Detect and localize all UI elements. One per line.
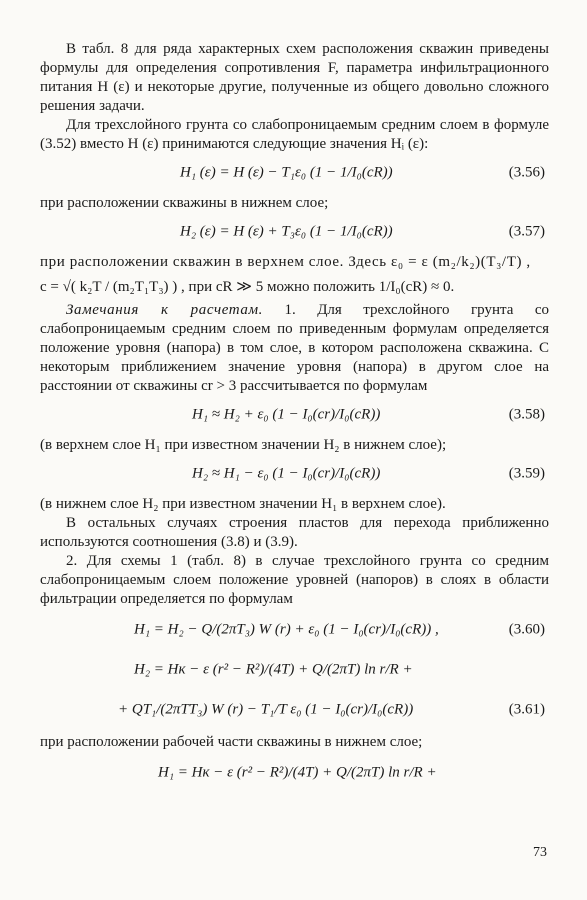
- equation-3-62-line-1: [40, 756, 549, 790]
- paragraph-lower-layer: при расположении скважины в нижнем слое;: [40, 195, 329, 211]
- equation-3-61-line-1: [40, 653, 549, 687]
- equation-3-61-line-2: [40, 693, 549, 727]
- equation-body: H₁ (ε) = H (ε) − T₁ε₀ (1 − 1/I₀(cR)): [180, 164, 393, 181]
- equation-3-57: [40, 217, 549, 247]
- equation-body: H₁ = Hк − ε (r² − R²)/(4T) + Q/(2πT) ln r/R +: [158, 764, 437, 781]
- equation-number: (3.60): [508, 621, 545, 638]
- equation-number: (3.59): [508, 465, 545, 482]
- paragraph-other-cases: В остальных случаях строения пластов для перехода приближенно используются соотношения (3.8) и (3.9).: [40, 515, 549, 550]
- paragraph-upper-known: (в верхнем слое H₁ при известном значении H₂ в нижнем слое);: [40, 437, 447, 453]
- equation-body: H₂ ≈ H₁ − ε₀ (1 − I₀(cr)/I₀(cR)): [192, 465, 381, 482]
- equation-body: H₂ (ε) = H (ε) + T₃ε₀ (1 − 1/I₀(cR)): [180, 223, 393, 240]
- equation-body: H₁ ≈ H₂ + ε₀ (1 − I₀(cr)/I₀(cR)): [192, 406, 381, 423]
- equation-3-59: [40, 459, 549, 489]
- paragraph-scheme-1: 2. Для схемы 1 (табл. 8) в случае трехслойного грунта со средним слабопроницаемым слоем положение уровней (напоров) в слоях в области фильтрации определяется по формулам: [40, 553, 549, 607]
- paragraph-c-definition: c = √( k₂T / (m₂T₁T₃) ) , при cR ≫ 5 можно положить 1/I₀(cR) ≈ 0.: [40, 279, 455, 295]
- page-number: 73: [533, 845, 547, 860]
- equation-number: (3.58): [508, 406, 545, 423]
- equation-body: H₁ = H₂ − Q/(2πT₃) W (r) + ε₀ (1 − I₀(cr)/I₀(cR)) ,: [134, 621, 439, 638]
- equation-number: (3.61): [508, 701, 545, 718]
- paragraph-lower-known: (в нижнем слое H₂ при известном значении H₁ в верхнем слое).: [40, 496, 446, 512]
- paragraph-upper-layer: при расположении скважин в верхнем слое. Здесь ε₀ = ε (m₂/k₂)(T₃/T) ,: [40, 254, 531, 270]
- equation-3-58: [40, 400, 549, 430]
- remarks-text: 1. Для трехслойного грунта со слабопроницаемым средним слоем по приведенным формулам определяется положение уровня (напора) в том слое, в котором расположена скважина. С некоторым приближением значение уровня (напора) в другом слое на расстоянии от скважины cr > 3 рассчитывается по формулам: [40, 302, 549, 394]
- equation-number: (3.56): [508, 164, 545, 181]
- equation-number: (3.57): [508, 223, 545, 240]
- paragraph-three-layer: Для трехслойного грунта со слабопроницаемым средним слоем в формуле (3.52) вместо Н (ε) принимаются следующие значения Нᵢ (ε):: [40, 117, 549, 152]
- paragraph-remarks: [40, 301, 549, 396]
- remarks-heading: Замечания к расчетам.: [66, 302, 263, 318]
- equation-body: H₂ = Hк − ε (r² − R²)/(4T) + Q/(2πT) ln r/R +: [134, 661, 413, 678]
- paragraph-work-part: при расположении рабочей части скважины в нижнем слое;: [40, 734, 423, 750]
- equation-3-56: [40, 158, 549, 188]
- paragraph-intro: В табл. 8 для ряда характерных схем расположения скважин приведены формулы для определения сопротивления F, параметра инфильтрационного питания Н (ε) и некоторые другие, полученные из общего довольно сложного решения задачи.: [40, 41, 549, 114]
- equation-body: + QT₁/(2πTT₃) W (r) − T₁/T ε₀ (1 − I₀(cr)/I₀(cR)): [118, 701, 414, 718]
- equation-3-60: [40, 613, 549, 647]
